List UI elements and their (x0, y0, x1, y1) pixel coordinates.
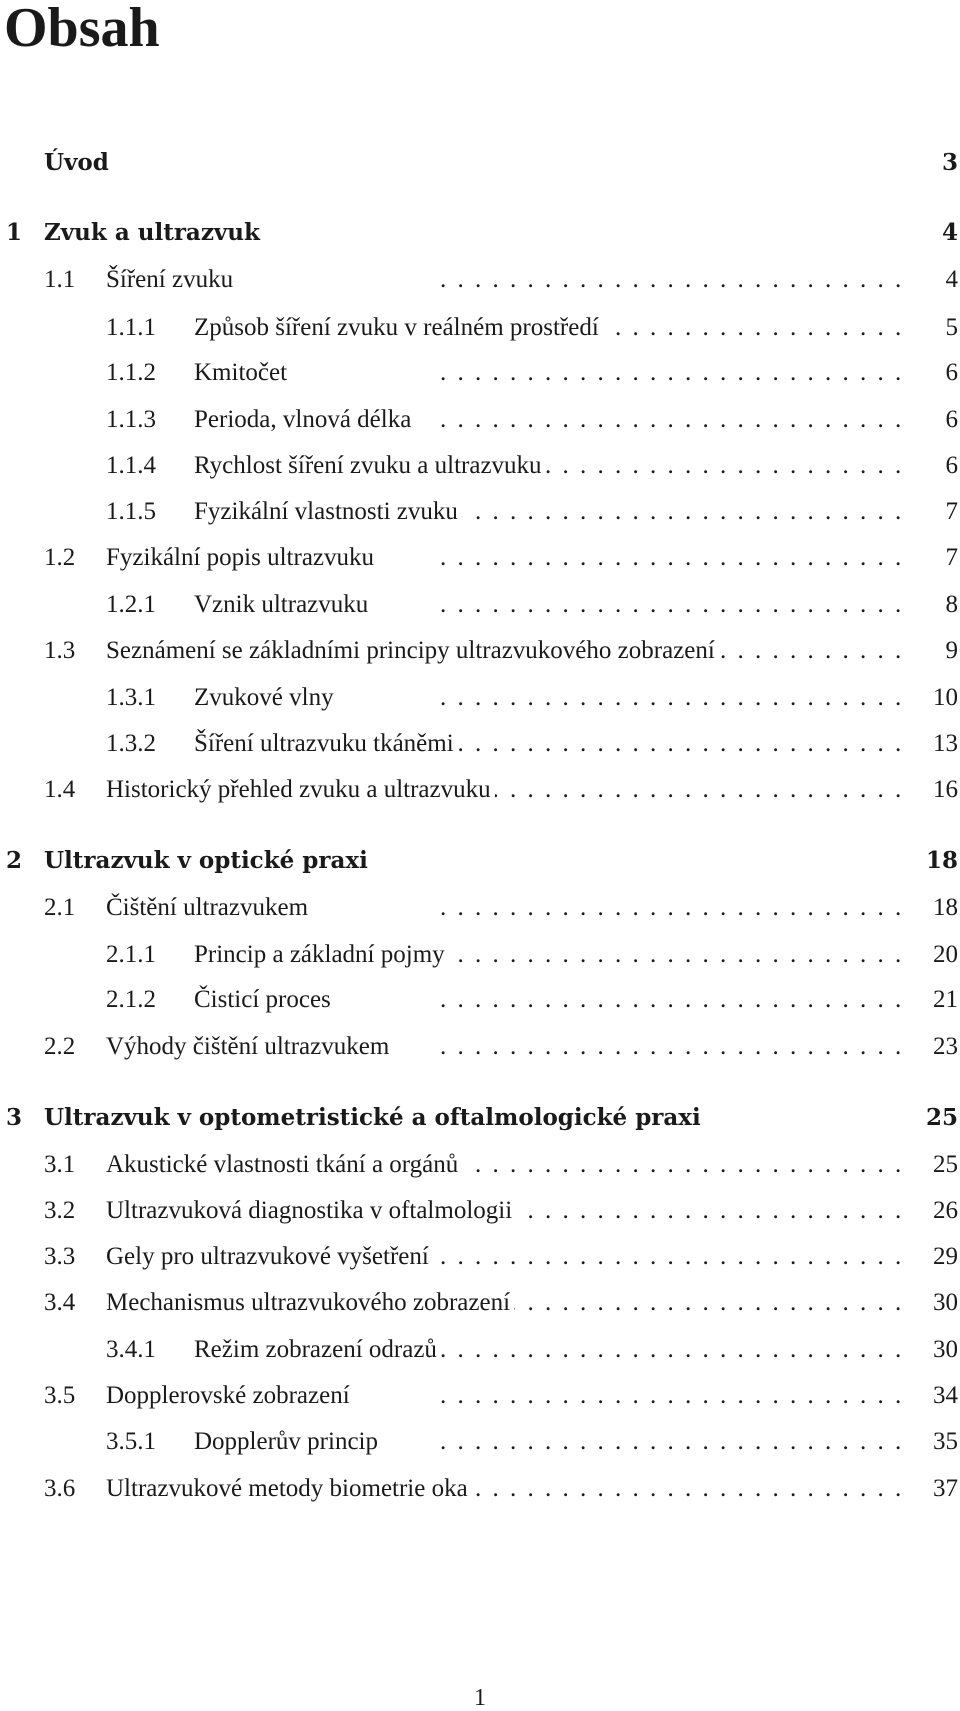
entry-label: Šíření zvuku (106, 265, 237, 295)
entry-label: Zvuk a ultrazvuk (44, 218, 264, 248)
toc-entry[interactable] (0, 590, 960, 620)
entry-number: 1.2 (44, 544, 76, 571)
entry-number: 2 (6, 847, 23, 874)
entry-label: Čisticí proces (194, 985, 335, 1015)
entry-number: 2.2 (44, 1033, 76, 1060)
entry-label: Kmitočet (194, 358, 291, 388)
entry-label: Seznámení se základními principy ultrazvukového zobrazení (106, 636, 719, 666)
toc-entry[interactable] (0, 1242, 960, 1272)
entry-page-number: 4 (945, 266, 958, 293)
toc-entry[interactable] (0, 265, 960, 295)
entry-page-number: 18 (933, 894, 958, 921)
entry-number: 1.3.2 (106, 730, 156, 757)
entry-page-number: 6 (945, 452, 958, 479)
entry-page-number: 8 (945, 591, 958, 618)
dot-leader (440, 497, 900, 527)
entry-label: Zvukové vlny (194, 683, 338, 713)
entry-number: 3.3 (44, 1243, 76, 1270)
entry-number: 3.2 (44, 1197, 76, 1224)
page-number: 1 (474, 1685, 486, 1711)
entry-label: Dopplerův princip (194, 1427, 382, 1457)
entry-number: 1.1.4 (106, 452, 156, 479)
entry-label: Výhody čištění ultrazvukem (106, 1032, 393, 1062)
entry-label: Ultrazvuk v optometristické a oftalmologické praxi (44, 1103, 705, 1133)
entry-number: 1.3 (44, 637, 76, 664)
entry-number: 2.1.1 (106, 941, 156, 968)
entry-label: Fyzikální popis ultrazvuku (106, 543, 378, 573)
entry-page-number: 5 (945, 314, 958, 341)
entry-page-number: 30 (933, 1336, 958, 1363)
dot-leader (440, 1032, 900, 1062)
dot-leader (440, 1474, 900, 1504)
entry-number: 1.4 (44, 776, 76, 803)
toc-entry[interactable] (0, 1196, 960, 1226)
entry-number: 2.1 (44, 894, 76, 921)
toc-entry[interactable] (0, 218, 960, 248)
dot-leader (440, 1242, 900, 1272)
entry-label: Vznik ultrazvuku (194, 590, 372, 620)
toc-entry[interactable] (0, 543, 960, 573)
entry-number: 3.5 (44, 1382, 76, 1409)
entry-number: 1.3.1 (106, 684, 156, 711)
entry-page-number: 4 (941, 219, 958, 246)
entry-page-number: 7 (945, 544, 958, 571)
entry-number: 1.1.5 (106, 498, 156, 525)
entry-number: 3.4.1 (106, 1336, 156, 1363)
toc-entry[interactable] (0, 1103, 960, 1133)
toc-entry[interactable] (0, 683, 960, 713)
toc-entry[interactable] (0, 1150, 960, 1180)
dot-leader (440, 729, 900, 759)
dot-leader (440, 1150, 900, 1180)
dot-leader (440, 940, 900, 970)
toc-entry[interactable] (0, 775, 960, 805)
entry-label: Rychlost šíření zvuku a ultrazvuku (194, 451, 546, 481)
entry-page-number: 6 (945, 406, 958, 433)
entry-label: Perioda, vlnová délka (194, 405, 415, 435)
toc-entry[interactable] (0, 497, 960, 527)
entry-number: 3.6 (44, 1475, 76, 1502)
entry-number: 3.5.1 (106, 1428, 156, 1455)
entry-page-number: 25 (925, 1104, 958, 1131)
entry-label: Ultrazvukové metody biometrie oka (106, 1474, 472, 1504)
entry-page-number: 35 (933, 1428, 958, 1455)
entry-label: Ultrazvuk v optické praxi (44, 846, 372, 876)
entry-label: Historický přehled zvuku a ultrazvuku (106, 775, 495, 805)
entry-number: 1.1.1 (106, 314, 156, 341)
entry-number: 1.2.1 (106, 591, 156, 618)
page-title: Obsah (4, 0, 160, 59)
entry-page-number: 29 (933, 1243, 958, 1270)
entry-page-number: 3 (941, 149, 958, 176)
entry-page-number: 23 (933, 1033, 958, 1060)
dot-leader (440, 405, 900, 435)
toc-entry[interactable] (0, 1474, 960, 1504)
toc-entry[interactable] (0, 405, 960, 435)
entry-label: Gely pro ultrazvukové vyšetření (106, 1242, 433, 1272)
toc-entry[interactable] (0, 313, 960, 343)
dot-leader (440, 358, 900, 388)
entry-number: 2.1.2 (106, 986, 156, 1013)
entry-page-number: 37 (933, 1475, 958, 1502)
entry-label: Ultrazvuková diagnostika v oftalmologii (106, 1196, 516, 1226)
dot-leader (440, 683, 900, 713)
entry-number: 3.1 (44, 1151, 76, 1178)
entry-number: 1 (6, 219, 23, 246)
toc-entry[interactable] (0, 1335, 960, 1365)
entry-page-number: 10 (933, 684, 958, 711)
toc-entry[interactable] (0, 1427, 960, 1457)
toc-entry[interactable] (0, 1381, 960, 1411)
toc-entry[interactable] (0, 985, 960, 1015)
toc-entry[interactable] (0, 940, 960, 970)
entry-label: Způsob šíření zvuku v reálném prostředí (194, 313, 603, 343)
entry-number: 1.1.3 (106, 406, 156, 433)
entry-page-number: 9 (945, 637, 958, 664)
dot-leader (440, 543, 900, 573)
entry-number: 1.1 (44, 266, 76, 293)
entry-page-number: 16 (933, 776, 958, 803)
entry-label: Šíření ultrazvuku tkáněmi (194, 729, 458, 759)
dot-leader (440, 1381, 900, 1411)
entry-label: Režim zobrazení odrazů (194, 1335, 441, 1365)
toc-entry[interactable] (0, 148, 960, 178)
toc-entry[interactable] (0, 1288, 960, 1318)
dot-leader (440, 1427, 900, 1457)
entry-label: Úvod (44, 148, 113, 178)
entry-page-number: 21 (933, 986, 958, 1013)
toc-entry[interactable] (0, 358, 960, 388)
toc-entry[interactable] (0, 636, 960, 666)
entry-number: 3.4 (44, 1289, 76, 1316)
dot-leader (440, 985, 900, 1015)
entry-page-number: 6 (945, 359, 958, 386)
entry-number: 3 (6, 1104, 23, 1131)
toc-entry[interactable] (0, 893, 960, 923)
dot-leader (440, 265, 900, 295)
entry-page-number: 30 (933, 1289, 958, 1316)
dot-leader (440, 590, 900, 620)
entry-page-number: 18 (925, 847, 958, 874)
entry-page-number: 26 (933, 1197, 958, 1224)
entry-label: Princip a základní pojmy (194, 940, 449, 970)
toc-entry[interactable] (0, 846, 960, 876)
entry-number: 1.1.2 (106, 359, 156, 386)
entry-page-number: 34 (933, 1382, 958, 1409)
dot-leader (440, 1335, 900, 1365)
entry-label: Akustické vlastnosti tkání a orgánů (106, 1150, 462, 1180)
entry-page-number: 25 (933, 1151, 958, 1178)
entry-page-number: 13 (933, 730, 958, 757)
entry-page-number: 7 (945, 498, 958, 525)
entry-label: Fyzikální vlastnosti zvuku (194, 497, 462, 527)
toc-entry[interactable] (0, 451, 960, 481)
toc-entry[interactable] (0, 729, 960, 759)
toc-entry[interactable] (0, 1032, 960, 1062)
dot-leader (440, 893, 900, 923)
entry-label: Mechanismus ultrazvukového zobrazení (106, 1288, 514, 1318)
entry-label: Čištění ultrazvukem (106, 893, 312, 923)
entry-page-number: 20 (933, 941, 958, 968)
dot-leader (440, 775, 900, 805)
entry-label: Dopplerovské zobrazení (106, 1381, 354, 1411)
